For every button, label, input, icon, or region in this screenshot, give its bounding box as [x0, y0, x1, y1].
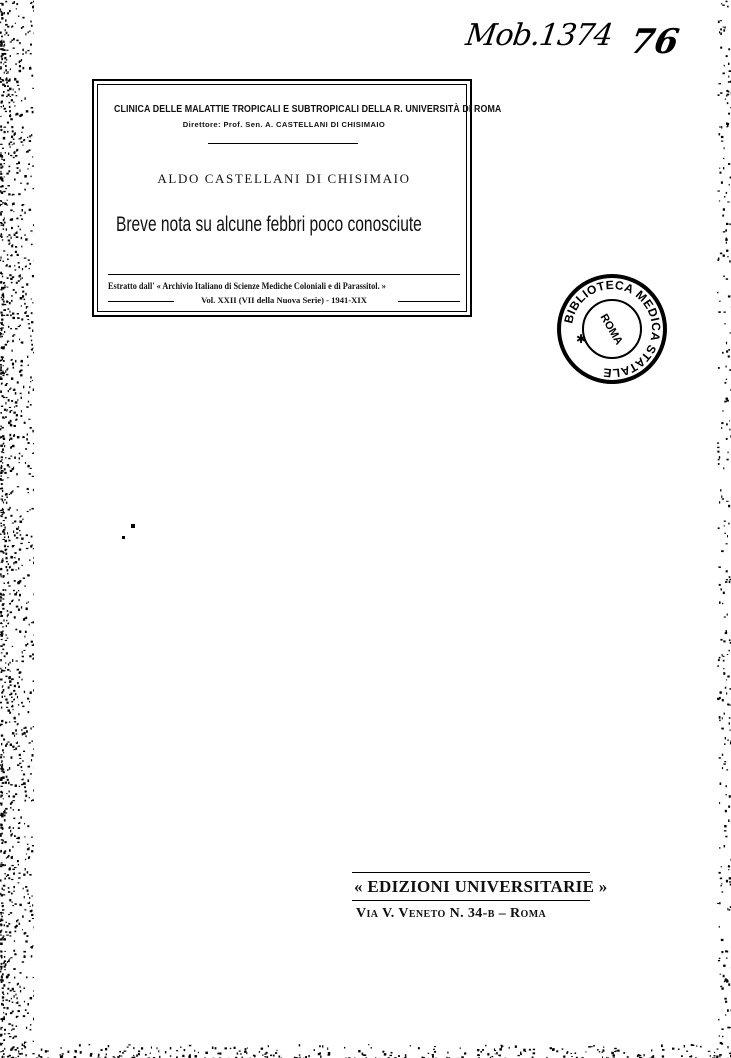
- volume-rule-right: [398, 301, 460, 302]
- volume-info: Vol. XXII (VII della Nuova Serie) - 1941-XIX: [201, 295, 367, 305]
- director-line: Direttore: Prof. Sen. A. CASTELLANI DI CHISIMAIO: [182, 120, 386, 129]
- ink-speck: [122, 536, 125, 539]
- short-divider: [208, 143, 358, 144]
- handwritten-number: 76: [627, 22, 682, 62]
- ink-speck: [131, 524, 135, 528]
- publisher-bottom-rule: [352, 900, 590, 901]
- label-inner-frame: [97, 84, 502, 312]
- clinic-heading: CLINICA DELLE MALATTIE TROPICALI E SUBTROPICALI DELLA R. UNIVERSITÀ DI ROMA: [114, 104, 502, 115]
- stamp-center-text: ROMA: [597, 311, 625, 348]
- bottom-edge-speckle: [0, 1044, 731, 1058]
- publisher-address: Via V. Veneto N. 34-b – Roma: [356, 906, 547, 921]
- library-stamp: [556, 273, 668, 385]
- right-edge-speckle: [717, 0, 731, 1058]
- publisher-top-rule: [352, 872, 590, 873]
- document-title: Breve nota su alcune febbri poco conosciute: [116, 213, 422, 236]
- left-edge-speckle: [0, 0, 34, 1058]
- stamp-star-icon: ✱: [576, 332, 587, 346]
- extract-source: Estratto dall' « Archivio Italiano di Scienze Mediche Coloniali e di Parassitol. »: [108, 281, 386, 292]
- stamp-ring-text: BIBLIOTECA MEDICA STATALE: [561, 277, 664, 381]
- handwritten-shelfmark: Mob.1374: [463, 18, 615, 53]
- publisher-name: « EDIZIONI UNIVERSITARIE »: [354, 877, 608, 896]
- title-divider: [108, 274, 460, 275]
- title-label: [92, 79, 502, 317]
- author-name: ALDO CASTELLANI DI CHISIMAIO: [157, 171, 411, 186]
